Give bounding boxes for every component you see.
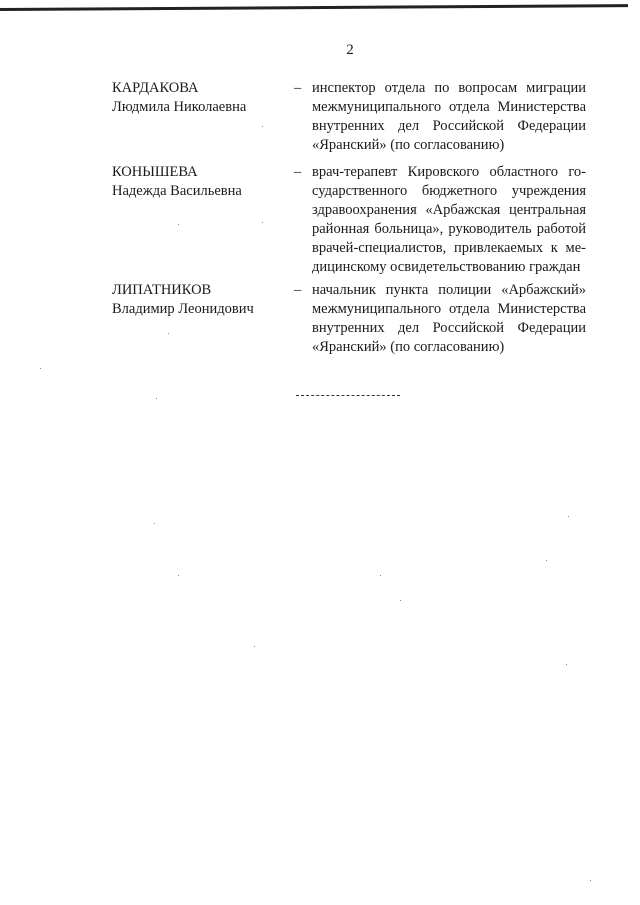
scan-speck <box>262 126 263 127</box>
position-line: врач-терапевт Кировского областного го- <box>312 164 586 180</box>
position-line: здравоохранения «Арбажская центральная <box>312 202 586 218</box>
person-given-name: Надежда Васильевна <box>112 183 242 199</box>
dash-separator: – <box>294 164 302 180</box>
person-name <box>112 281 282 319</box>
scan-speck <box>168 333 169 334</box>
scan-speck <box>380 575 381 576</box>
scan-speck <box>154 523 155 524</box>
scan-speck <box>156 398 157 399</box>
scan-speck <box>566 664 567 665</box>
person-surname: КАРДАКОВА <box>112 80 199 96</box>
position-line: внутренних дел Российской Федерации <box>312 320 586 336</box>
scan-speck <box>262 222 263 223</box>
dash-separator: – <box>294 282 302 298</box>
top-border-line <box>0 4 628 11</box>
position-line: «Яранский» (по согласованию) <box>312 339 505 355</box>
position-line: межмуниципального отдела Министерства <box>312 301 586 317</box>
scan-speck <box>178 575 179 576</box>
position-line: начальник пункта полиции «Арбажский» <box>312 282 586 298</box>
position-line: инспектор отдела по вопросам миграции <box>312 80 586 96</box>
person-given-name: Людмила Николаевна <box>112 99 247 115</box>
scan-speck <box>254 646 255 647</box>
position-line: внутренних дел Российской Федерации <box>312 118 586 134</box>
person-name <box>112 163 282 201</box>
scan-speck <box>590 880 591 881</box>
position-line: районная больница», руководитель работой <box>312 221 586 237</box>
scan-speck <box>568 516 569 517</box>
position-line: врачей-специалистов, привлекаемых к ме- <box>312 240 586 256</box>
position-line: межмуниципального отдела Министерства <box>312 99 586 115</box>
page-number: 2 <box>346 42 354 58</box>
person-surname: ЛИПАТНИКОВ <box>112 282 212 298</box>
person-position <box>312 163 586 277</box>
person-name <box>112 79 282 117</box>
scan-speck <box>178 224 179 225</box>
scan-speck <box>40 368 41 369</box>
position-line: «Яранский» (по согласованию) <box>312 137 505 153</box>
person-position <box>312 79 586 155</box>
scan-speck <box>546 560 547 561</box>
person-surname: КОНЫШЕВА <box>112 164 198 180</box>
position-line: сударственного бюджетного учреждения <box>312 183 586 199</box>
person-position <box>312 281 586 357</box>
scan-speck <box>400 600 401 601</box>
position-line: дицинскому освидетельствованию граждан <box>312 259 581 275</box>
end-of-list-rule <box>296 395 400 396</box>
person-given-name: Владимир Леонидович <box>112 301 254 317</box>
dash-separator: – <box>294 80 302 96</box>
